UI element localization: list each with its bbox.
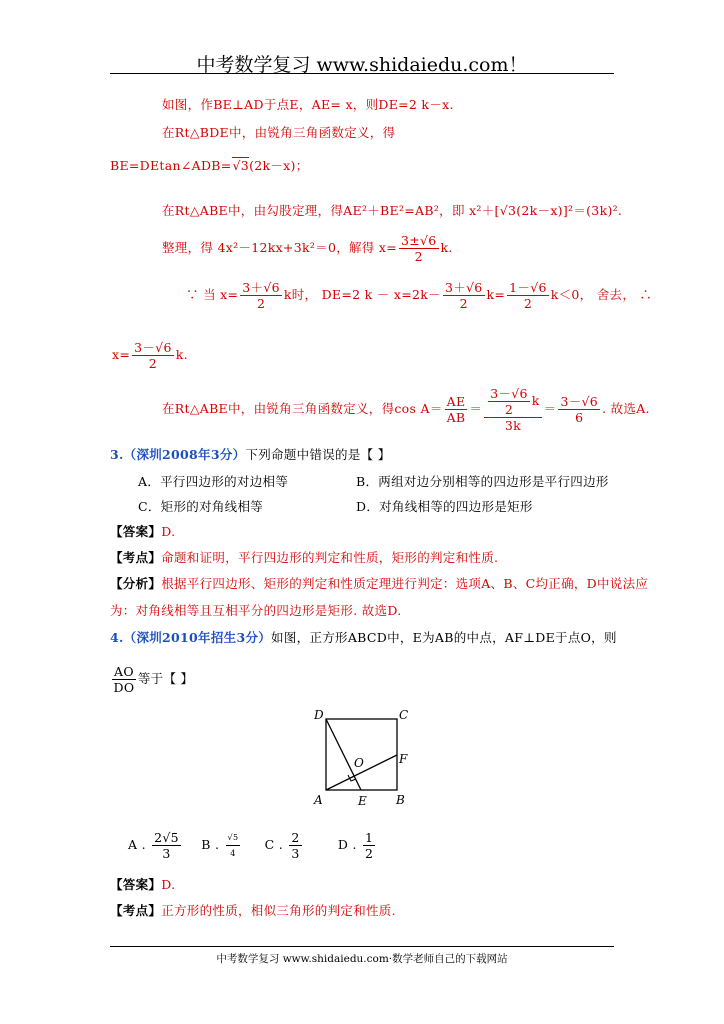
solution-x: x= [378,240,397,255]
fraction-a [240,280,282,311]
q3-option-a: A．平行四边形的对边相等 [138,474,289,489]
solution-line-1: 如图，作BE⊥AD于点E，AE= x，则DE=2 k－x. [162,97,454,112]
q4-answer-label: 【答案】 [110,877,162,892]
compound-den: 3k [504,418,522,433]
fraction-a-den: 2 [256,296,266,311]
sqrt3: √3 [232,158,250,173]
ao-do-fraction [112,664,136,695]
solution-line-5 [162,233,453,264]
square-figure [308,705,418,813]
solution-line-5-text: 整理，得 [162,240,214,255]
q4-c-num: 2 [291,830,300,845]
q4-option-b-value [226,830,241,861]
q4-option-a-label: A . [128,837,146,852]
fraction-a-num: 3＋√6 [242,280,280,295]
q3-keypoint [110,548,498,566]
label-f: F [399,752,408,766]
de-text: k时， DE=2 k － x=2k－ [283,287,441,302]
result-fraction [558,394,600,425]
fraction-b-num: 3＋√6 [444,280,483,295]
solution-line-3-text: BE=DEtan∠ADB= [110,158,232,173]
discard-text: k＜0， 舍去， ∴ [550,287,653,302]
solution-line-2: 在Rt△BDE中，由锐角三角函数定义，得 [162,125,396,140]
q4-d-num: 1 [365,830,374,845]
q3-option-b: B．两组对边分别相等的四边形是平行四边形 [356,474,609,489]
inner-num: 3－√6 [490,386,528,401]
fraction-c-num: 1－√6 [509,280,547,295]
fraction-c-den: 2 [523,296,533,311]
q3-source: （深圳2008年3分） [123,447,246,462]
page-header-title: 中考数学复习 www.shidaiedu.com！ [196,54,528,76]
q4-b-den: 4 [230,849,236,858]
q3-analysis-2: 为：对角线相等且互相平分的四边形是矩形. 故选D. [110,603,402,618]
fraction-b [443,280,485,311]
label-d: D [314,708,324,722]
solution-line-6 [186,280,652,311]
q4-stem [110,628,617,646]
solution-line-3-end: (2k－x)； [249,158,309,173]
q4-option-b-label: B . [201,837,220,852]
root-fraction [399,233,439,264]
k-eq-text: k= [486,287,506,302]
q4-source: （深圳2010年招生3分） [123,630,272,645]
footer-rule [110,946,614,947]
q4-keypoint-label: 【考点】 [110,903,162,918]
q4-number: 4. [110,630,124,645]
cos-den: AB [446,410,466,425]
q3-answer [110,522,175,540]
q3-analysis-text-1: 根据平行四边形、矩形的判定和性质定理进行判定：选项A、B、C均正确，D中说法应 [161,576,649,591]
label-a: A [314,793,323,807]
q3-stem [110,445,391,463]
root-k: k. [440,240,453,255]
q3-option-c: C．矩形的对角线相等 [138,499,264,514]
q4-b-num: √5 [226,830,241,846]
q3-keypoint-label: 【考点】 [110,550,162,565]
cos-text: 在Rt△ABE中，由锐角三角函数定义，得cos A＝ [162,401,443,416]
q3-answer-label: 【答案】 [110,524,162,539]
q4-a-num: 2√5 [154,830,179,845]
cos-fraction [445,394,468,425]
q4-answer-value: D. [161,877,176,892]
result-num: 3－√6 [560,394,599,409]
since-text: ∵ 当 x= [186,287,239,302]
q3-text: 下列命题中错误的是【 】 [245,447,391,462]
q4-option-c-value [289,830,301,861]
eq-2: ＝ [543,401,557,416]
q4-answer [110,875,175,893]
x-eq: x= [112,347,131,362]
q3-analysis-1 [110,574,648,592]
solution-line-7 [112,340,188,371]
q3-answer-value: D. [161,524,176,539]
q4-option-d-label: D . [337,837,357,852]
root-denominator: 2 [414,249,423,264]
q4-keypoint [110,901,396,919]
header-rule [110,73,614,74]
q4-a-den: 3 [162,846,171,861]
label-o: O [354,756,364,770]
x-k: k. [175,347,188,362]
q4-keypoint-text: 正方形的性质，相似三角形的判定和性质. [161,903,396,918]
q4-c-den: 3 [291,846,300,861]
equals-bracket: 等于【 】 [137,671,194,686]
inner-fraction [488,386,530,417]
square-abcd [326,719,397,790]
fraction-b-den: 2 [459,296,468,311]
do: DO [113,680,135,695]
q4-option-a-value [152,830,181,861]
compound-num [484,386,541,418]
x-fraction [132,340,174,371]
inner-den: 2 [504,402,514,417]
solution-line-4 [162,201,622,219]
q4-options [128,830,377,861]
label-e: E [358,794,367,808]
quadratic-equation: 4x²－12kx+3k²＝0，解得 [217,240,375,255]
x-fraction-den: 2 [148,356,158,371]
fraction-c [507,280,549,311]
q4-d-den: 2 [365,846,374,861]
q3-keypoint-text: 命题和证明，平行四边形的判定和性质，矩形的判定和性质. [161,550,499,565]
q4-option-d-value [363,830,375,861]
root-numerator: 3±√6 [401,233,437,248]
result-den: 6 [575,410,584,425]
eq-1: ＝ [469,401,483,416]
q3-option-d: D．对角线相等的四边形是矩形 [356,499,533,514]
ao: AO [114,664,134,679]
solution-line-3 [110,156,309,174]
q3-number: 3. [110,447,124,462]
cos-num: AE [446,394,466,409]
solution-line-4-text: 在Rt△ABE中，由勾股定理，得AE²＋BE²=AB²，即 [162,203,465,218]
q3-analysis-label: 【分析】 [110,576,162,591]
choose-a-text: . 故选A. [602,401,650,416]
q4-stem-2 [110,664,193,695]
page-footer: 中考数学复习 www.shidaiedu.com·数学老师自己的下载网站 [216,953,508,965]
q4-option-c-label: C . [264,837,284,852]
inner-k: k [531,393,540,408]
q4-text: 如图，正方形ABCD中，E为AB的中点，AF⊥DE于点O，则 [271,630,617,645]
solution-line-8 [162,386,650,433]
x-fraction-num: 3－√6 [134,340,172,355]
label-b: B [396,793,405,807]
compound-fraction [484,386,541,433]
pythagoras-equation: x²＋[√3(2k－x)]²＝(3k)². [469,203,623,218]
label-c: C [399,708,409,722]
